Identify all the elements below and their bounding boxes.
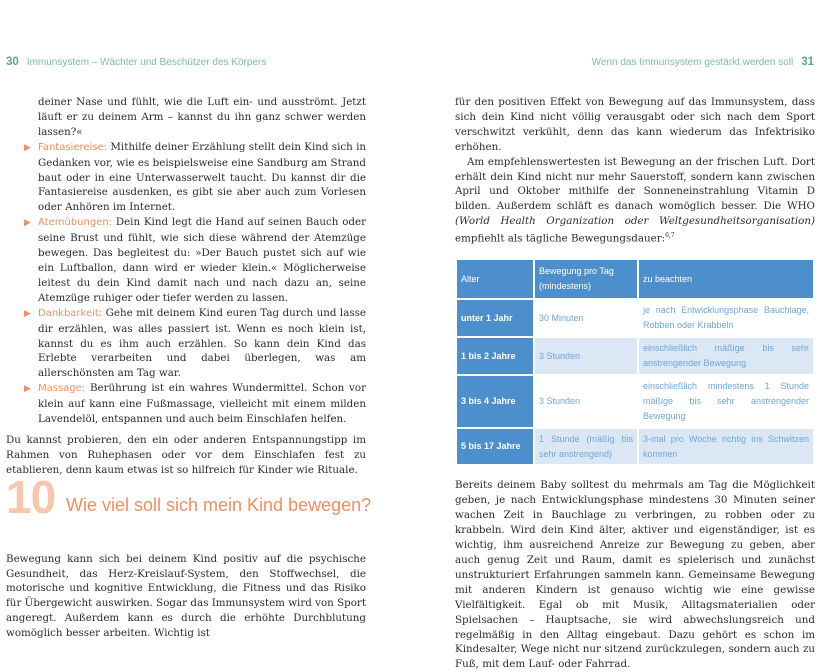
paragraph-2-start: Am empfehlenswertesten ist Bewegung an der frischen Luft. Dort erhält dein Kind nicht nur mehr Sauerstoff, sondern kann zwischen April und Oktober mithilfe der Sonneneinstrahlung Vitamin D bilden. Außerdem schläft es danach womöglich besser. Die WHO [455, 155, 815, 213]
paragraph-3: Bereits deinem Baby solltest du mehrmals am Tag die Möglichkeit geben, je nach Entwicklungsphase mindestens 30 Minuten seiner wachen Zeit in Bauchlage zu verbringen, zu robben oder zu krabbeln. Wird dein Kind älter, aktiver und eigenständiger, ist es wichtig, ihm ausreichend Anreize zur Bewegung zu geben, aber auch genug Zeit und Raum, damit es spielerisch und zunächst unstrukturiert Erfahrungen sammeln kann. Gemeinsame Bewegung mit anderen Kindern ist genauso wichtig wie eine gewisse Vielfältigkeit. Egal ob mit Musik, Alltagsmaterialien oder Spielsachen – Hauptsache, sie wird abwechslungsreich und regelmäßig in den Alltag eingebaut. Dazu gehört es schon im Kindesalter, Wege nicht nur sitzend zurückzulegen, sondern auch zu Fuß, mit dem Lauf- oder Fahrrad. [455, 479, 815, 671]
cell-amount: 3 Stunden [534, 337, 638, 375]
cell-amount: 1 Stunde (mäßig bis sehr anstrengend) [534, 428, 638, 466]
header-amount: Bewegung pro Tag (mindestens) [534, 259, 638, 299]
bullet-text: Dein Kind legt die Hand auf seinen Bauch oder seine Brust und fühlt, wie sich diese während der Atemzüge bewegen. Das begleitest du: »Der Bauch pustet sich auf wie ein Luftballon, dann wird er wieder klein.« Möglicherweise leitest du dein Kind damit nach und nach dazu an, seine Atemzüge ruhiger oder tiefer werden zu lassen. [38, 216, 366, 304]
triangle-bullet-icon: ▶ [24, 142, 31, 153]
left-page [0, 0, 410, 656]
triangle-bullet-icon: ▶ [24, 218, 31, 229]
cell-note: einschließlich mäßige bis sehr anstrengender Bewegung [638, 337, 814, 375]
bullet-dankbarkeit [6, 306, 366, 382]
right-page [410, 0, 820, 671]
triangle-bullet-icon: ▶ [24, 384, 31, 395]
section-title: Wie viel soll sich mein Kind bewegen? [66, 494, 372, 515]
table-row [456, 375, 814, 428]
bullet-term: Atemübungen: [38, 217, 113, 229]
cell-age: 1 bis 2 Jahre [456, 337, 534, 375]
running-head-right [592, 56, 814, 68]
header-age: Alter [456, 259, 534, 299]
table-row [456, 428, 814, 466]
paragraph-2 [455, 155, 815, 247]
section-heading [6, 470, 372, 544]
footnote-ref: 6,7 [665, 232, 675, 240]
bullet-fantasiereise [6, 140, 366, 216]
cell-amount: 3 Stunden [534, 375, 638, 428]
bullet-term: Dankbarkeit: [38, 307, 103, 319]
cell-age: unter 1 Jahr [456, 299, 534, 337]
intro-text: deiner Nase und fühlt, wie die Luft ein- und ausströmt. Jetzt läuft er zu deinem Arm – kannst du ihn ganz schwer werden lassen?« [38, 96, 366, 138]
bullet-atemuebungen [6, 215, 366, 305]
bullet-text: Gehe mit deinem Kind euren Tag durch und lasse dir erzählen, was alles passiert ist. Wenn es noch klein ist, kannst du es ihm auch erzählen. So kann dein Kind das Erlebte verarbeiten und dabei überlegen, was am allerschönsten am Tag war. [38, 306, 366, 380]
section-number: 10 [6, 470, 56, 523]
paragraph-2-italic: (World Health Organization oder Weltgesundheitsorganisation) [455, 215, 815, 228]
running-head-left [6, 56, 266, 68]
page-number-left: 30 [6, 56, 19, 68]
cell-amount: 30 Minuten [534, 299, 638, 337]
paragraph-2-end: empfiehlt als tägliche Bewegungsdauer: [455, 232, 666, 245]
cell-note: 3-mal pro Woche richtig ins Schwitzen kommen [638, 428, 814, 466]
page-number-right: 31 [801, 56, 814, 68]
running-head-left-text: Immunsystem – Wächter und Beschützer des Körpers [26, 57, 267, 68]
cell-note: einschließlich mindestens 1 Stunde mäßige bis sehr anstrengender Bewegung [638, 375, 814, 428]
right-body-text [455, 95, 815, 672]
table-row [456, 337, 814, 375]
bullet-term: Fantasiereise: [38, 141, 108, 153]
bullet-massage [6, 381, 366, 427]
table-header-row [456, 259, 814, 299]
running-head-right-text: Wenn das Immunsystem gestärkt werden soll [591, 57, 794, 68]
activity-table [455, 258, 815, 466]
closing-paragraph: Du kannst probieren, den ein oder anderen Entspannungstipp im Rahmen von Ruhephasen oder vor dem Einschlafen fest zu etablieren, denn kaum etwas ist so hilfreich für Kinder wie Rituale. [6, 433, 366, 476]
header-note: zu beachten [638, 259, 814, 299]
cell-age: 5 bis 17 Jahre [456, 428, 534, 466]
table-row [456, 299, 814, 337]
bullet-term: Massage: [38, 383, 86, 395]
section-paragraph: Bewegung kann sich bei deinem Kind positiv auf die psychische Gesundheit, das Herz-Kreislauf-System, den Stoffwechsel, die motorische und kognitive Entwicklung, die Fitness und das Risiko für Übergewicht auswirken. Sogar das Immunsystem wird von Sport angeregt. Außerdem kann es durch die erhöhte Durchblutung womöglich besser arbeiten. Wichtig ist [6, 552, 366, 640]
left-body-text [6, 95, 372, 641]
cell-age: 3 bis 4 Jahre [456, 375, 534, 428]
triangle-bullet-icon: ▶ [24, 308, 31, 319]
bullet-text: Berührung ist ein wahres Wundermittel. Schon vor klein auf kann eine Fußmassage, vielleicht mit einem milden Lavendelöl, entspannen und auch beim Einschlafen helfen. [38, 382, 366, 426]
cell-note: je nach Entwicklungsphase Bauchlage, Robben oder Krabbeln [638, 299, 814, 337]
paragraph-1: für den positiven Effekt von Bewegung auf das Immunsystem, dass sich dein Kind nicht völlig verausgabt oder sich nach dem Sport verschwitzt verkühlt, denn das kann wiederum das Infektrisiko erhöhen. [455, 96, 815, 153]
bullet-text: Mithilfe deiner Erzählung stellt dein Kind sich in Gedanken vor, wie es beispielsweise eine Sandburg am Strand baut oder in eine Unterwasserwelt taucht. Du kannst dir die Fantasiereise ausdenken, es gibt sie aber auch zum Vorlesen oder Anhören im Internet. [38, 140, 366, 214]
